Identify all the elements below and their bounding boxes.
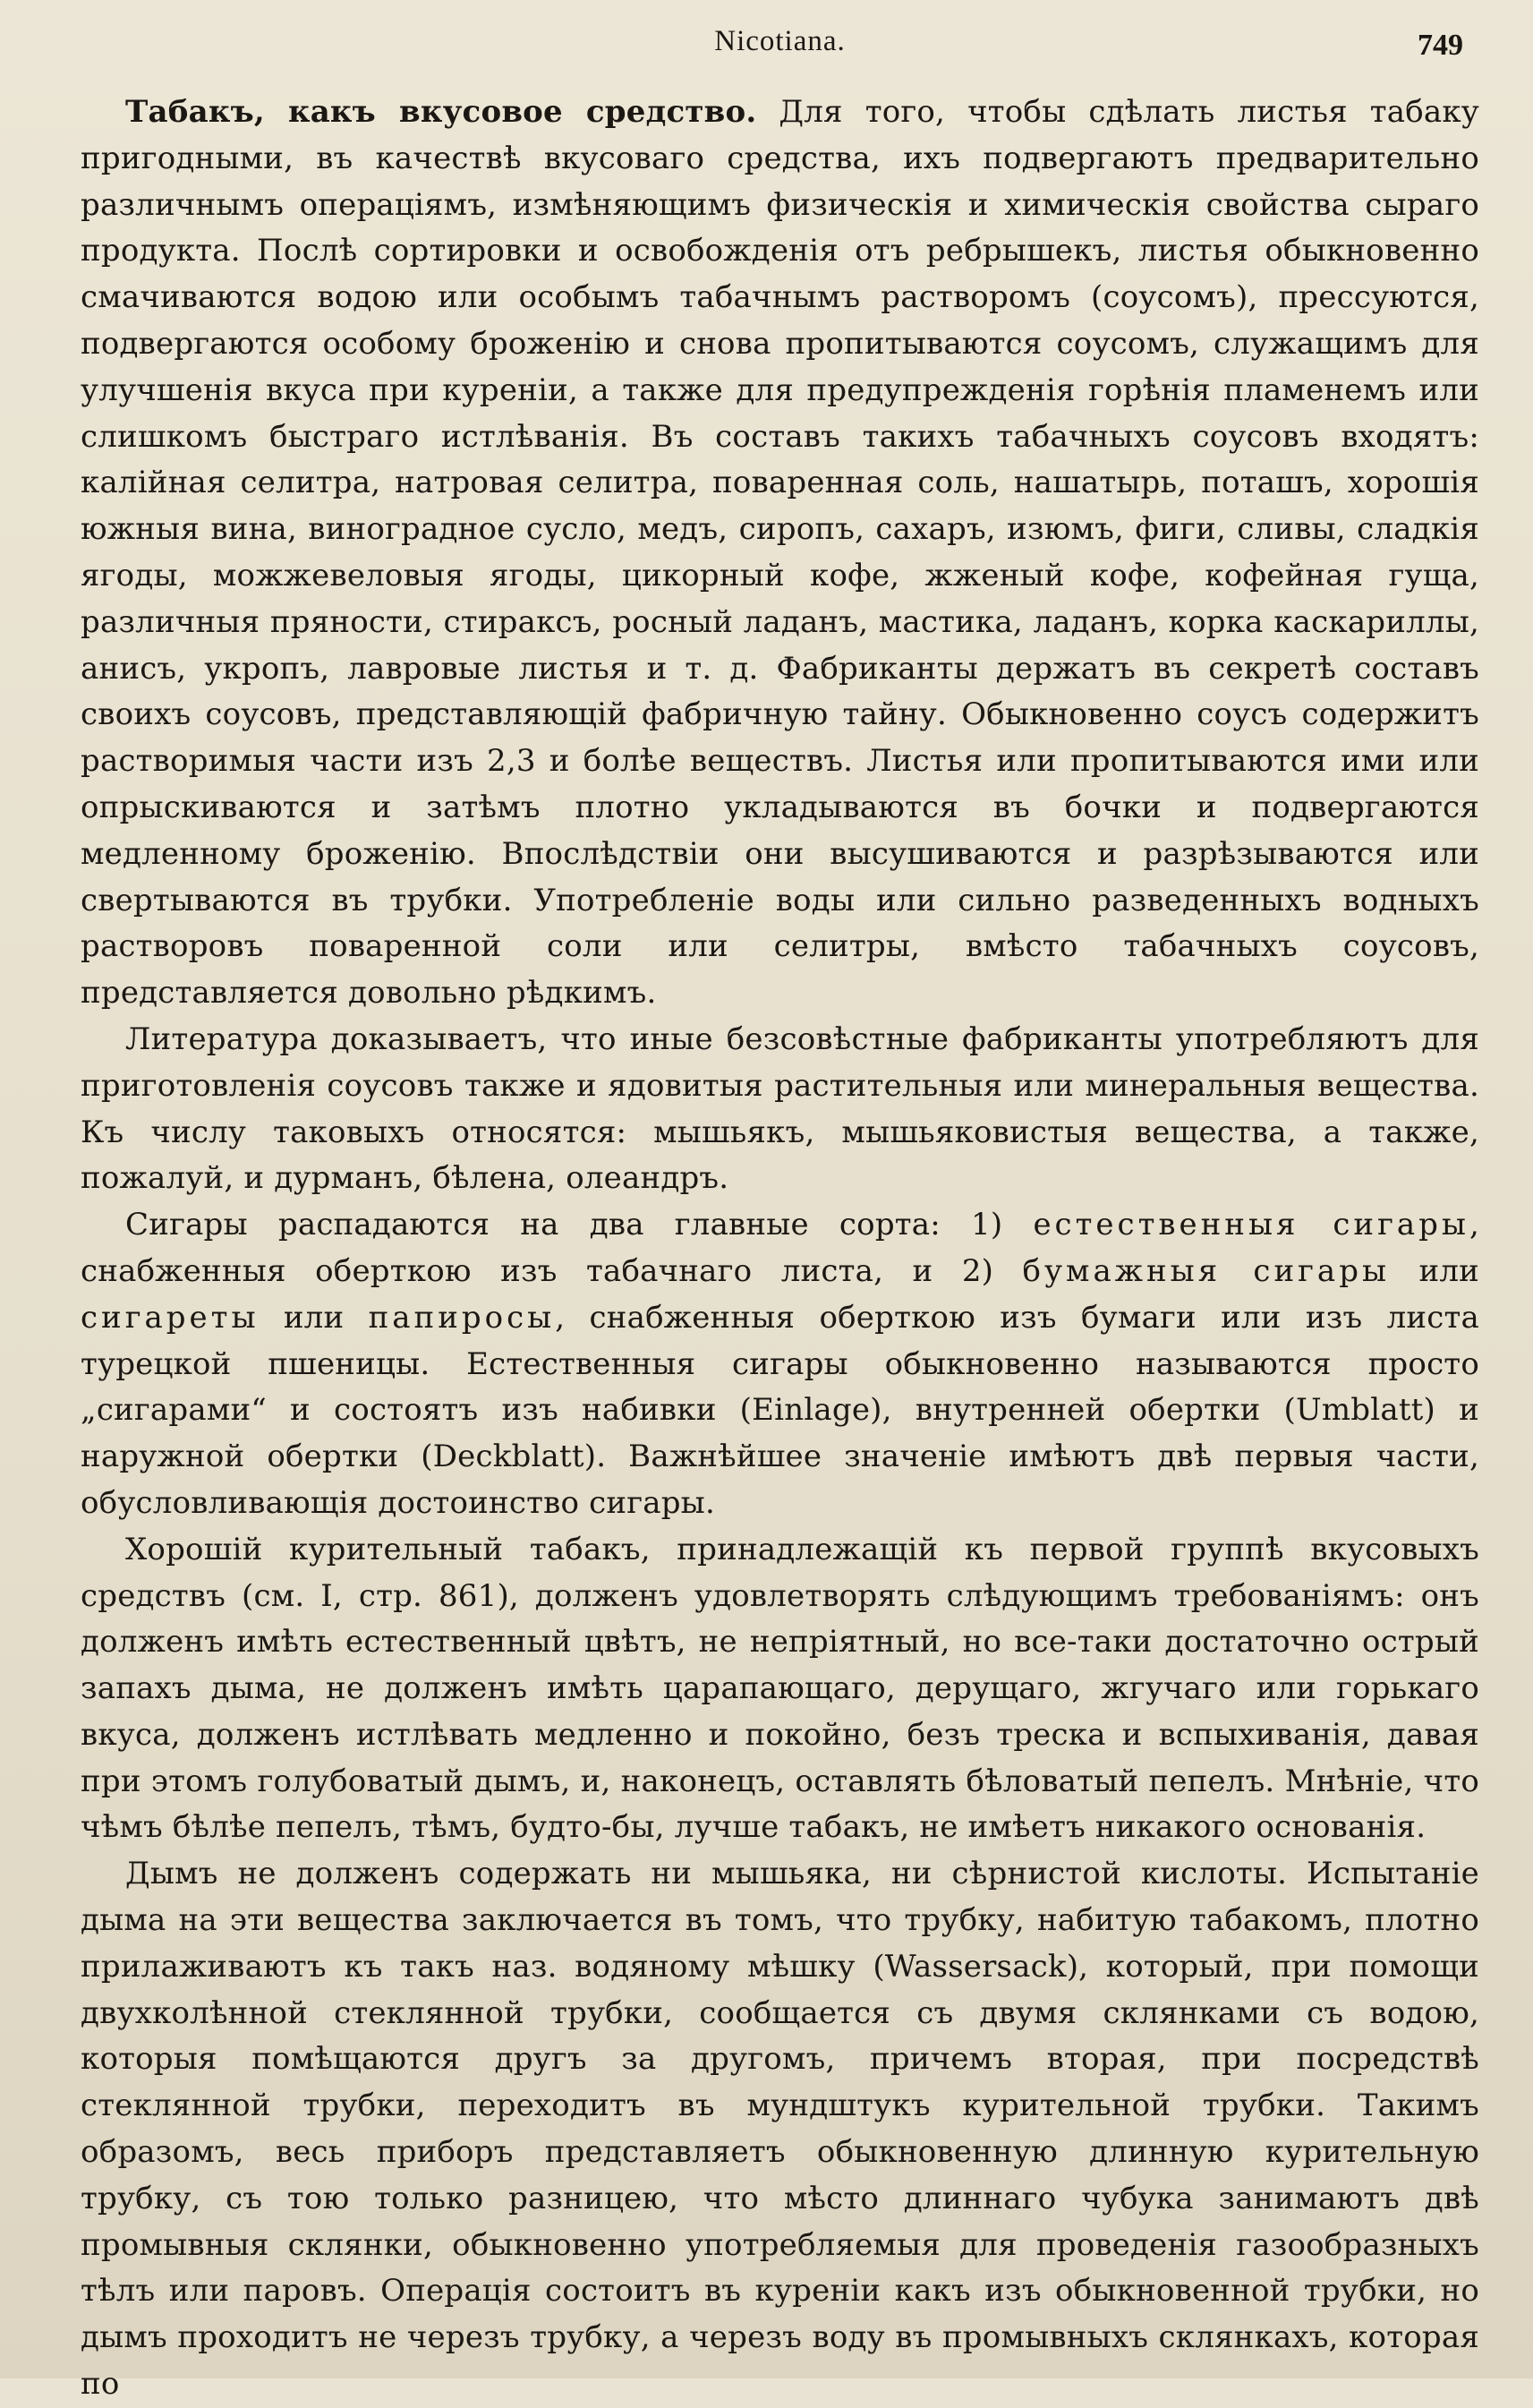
paragraph-text: , снабженныя оберткою изъ бумаги или изъ листа турецкой пшеницы. Естественныя сигары обыкновенно называются просто „сигарами“ и состоятъ изъ набивки (Einlage), внутренней обертки (Umblatt) и наружной обертки (Deckblatt). Важнѣйшее значеніе имѣютъ двѣ первыя части, обусловливающія достоинство сигары. <box>81 1299 1479 1521</box>
running-title: Nicotiana. <box>714 25 846 57</box>
paragraph-cigars <box>81 1202 1479 1527</box>
page-number: 749 <box>1418 29 1463 62</box>
paragraph-text: Хорошій курительный табакъ, принадлежащій къ первой группѣ вкусовыхъ средствъ (см. I, стр. 861), долженъ удовлетворять слѣдующимъ требованіямъ: онъ долженъ имѣть естественный цвѣтъ, не непріятный, но все-таки достаточно острый запахъ дыма, не долженъ имѣть царапающаго, дерущаго, жгучаго или горькаго вкуса, долженъ истлѣвать медленно и покойно, безъ треска и вспыхиванія, давая при этомъ голубоватый дымъ, и, наконецъ, оставлять бѣловатый пепелъ. Мнѣніе, что чѣмъ бѣлѣе пепелъ, тѣмъ, будто-бы, лучше табакъ, не имѣетъ никакого основанія. <box>81 1531 1479 1846</box>
paragraph-smoke-test <box>81 1851 1479 2408</box>
paragraph-text: Сигары распадаются на два главные сорта: 1) <box>125 1207 1034 1243</box>
paragraph-text: Для того, чтобы сдѣлать листья табаку пригодными, въ качествѣ вкусоваго средства, ихъ подвергаютъ предварительно различнымъ операціямъ, измѣняющимъ физическія и химическія свойства сыраго продукта. Послѣ сортировки и освобожденія отъ ребрышекъ, листья обыкновенно смачиваются водою или особымъ табачнымъ растворомъ (соусомъ), прессуются, подвергаются особому броженію и снова пропитываются соусомъ, служащимъ для улучшенія вкуса при куреніи, а также для предупрежденія горѣнія пламенемъ или слишкомъ быстраго истлѣванія. Въ составъ такихъ табачныхъ соусовъ входятъ: калійная селитра, натровая селитра, поваренная соль, нашатырь, поташъ, хорошія южныя вина, виноградное сусло, медъ, сиропъ, сахаръ, изюмъ, фиги, сливы, сладкія ягоды, можжевеловыя ягоды, цикорный кофе, жженый кофе, кофейная гуща, различныя пряности, стираксъ, росный ладанъ, мастика, ладанъ, корка каскариллы, анисъ, укропъ, лавровые листья и т. д. Фабриканты держатъ въ секретѣ составъ своихъ соусовъ, представляющій фабричную тайну. Обыкновенно соусъ содержитъ растворимыя части изъ 2,3 и болѣе веществъ. Листья или пропитываются ими или опрыскиваются и затѣмъ плотно укладываются въ бочки и подвергаются медленному броженію. Впослѣдствіи они высушиваются и разрѣзываются или свертываются въ трубки. Употребленіе воды или сильно разведенныхъ водныхъ растворовъ поваренной соли или селитры, вмѣсто табачныхъ соусовъ, представляется довольно рѣдкимъ. <box>81 94 1480 1012</box>
paragraph-good-tobacco <box>81 1527 1479 1852</box>
term-natural-cigars: естественныя сигары <box>1033 1207 1469 1243</box>
paragraph-text: Дымъ не долженъ содержать ни мышьяка, ни сѣрнистой кислоты. Испытаніе дыма на эти вещества заключается въ томъ, что трубку, набитую табакомъ, плотно прилаживаютъ къ такъ наз. водяному мѣшку (Wassersack), который, при помощи двухколѣнной стеклянной трубки, сообщается съ двумя склянками съ водою, которыя помѣщаются другъ за другомъ, причемъ вторая, при посредствѣ стеклянной трубки, переходитъ въ мундштукъ курительной трубки. Такимъ образомъ, весь приборъ представляетъ обыкновенную длинную курительную трубку, съ тою только разницею, что мѣсто длиннаго чубука занимаютъ двѣ промывныя склянки, обыкновенно употребляемыя для проведенія газообразныхъ тѣлъ или паровъ. Операція состоитъ въ куреніи какъ изъ обыкновенной трубки, но дымъ проходитъ не черезъ трубку, а черезъ воду въ промывныхъ склянкахъ, которая по <box>81 1856 1479 2403</box>
paragraph-text: , снабженныя оберткою изъ табачнаго листа, и 2) <box>81 1207 1480 1289</box>
paragraph-literature <box>81 1017 1479 1202</box>
paragraph-text: Литература доказываетъ, что иные безсовѣстные фабриканты употребляютъ для приготовленія соусовъ также и ядовитыя растительныя или минеральныя вещества. Къ числу таковыхъ относятся: мышьякъ, мышьяковистыя вещества, а также, пожалуй, и дурманъ, бѣлена, олеандръ. <box>81 1020 1479 1197</box>
paragraph-tobacco-as-flavoring <box>81 90 1479 1017</box>
running-head <box>81 25 1479 70</box>
text-body <box>81 90 1479 2408</box>
paragraph-text: или <box>259 1299 369 1336</box>
term-papirosy: папиросы <box>368 1299 556 1336</box>
term-paper-cigars: бумажныя сигары <box>1022 1252 1391 1289</box>
term-cigarettes: сигареты <box>81 1299 260 1336</box>
paragraph-lead-heading: Табакъ, какъ вкусовое средство. <box>125 94 757 130</box>
paragraph-text: или <box>1390 1252 1479 1289</box>
